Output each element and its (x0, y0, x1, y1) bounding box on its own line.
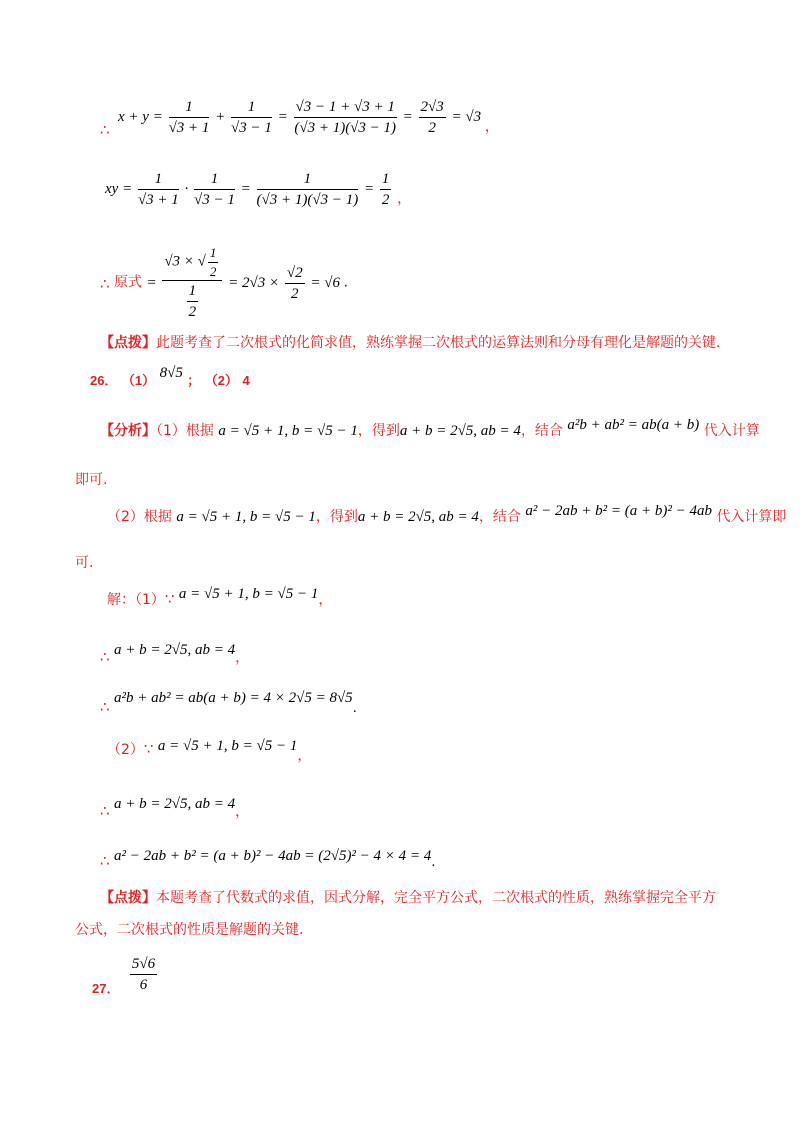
eq-x-plus-y: ∴ x + y = $\frac{1}{√3 + 1}$ + $\frac{1}{√3 - 1}$ = $\frac{√3 - 1 + √3 + 1}{(√3 + 1)(√3 - 1)}$ = $\frac{2√3}{2}$ = √3 ， (100, 99, 499, 139)
question-27-answer: 27． $\frac{5√6}{6}$ (92, 956, 156, 996)
analysis-part-2: （2）根据 a = √5 + 1, b = √5 − 1，得到a + b = 2√5, ab = 4，结合 a² − 2ab + b² = (a + b)² − 4ab 代入计算即 (107, 503, 787, 525)
solution-step-6: ∴ a² − 2ab + b² = (a + b)² − 4ab = (2√5)² − 4 × 4 = 4. (100, 848, 436, 870)
analysis-tag: 【分析】 (100, 423, 156, 439)
tip-1 (100, 335, 720, 352)
solution-step-2: ∴ a + b = 2√5, ab = 4， (100, 642, 250, 666)
answer-2: 4 (242, 373, 250, 388)
therefore-symbol: ∴ (100, 120, 110, 139)
question-26-answer: 26． （1） 8√5 ； （2） 4 (90, 365, 250, 388)
original-expression-label: 原式 (114, 274, 142, 291)
solution-step-4: （2）∵ a = √5 + 1, b = √5 − 1， (107, 738, 312, 764)
solution-label: 解：（1） (107, 592, 165, 608)
tip-tag: 【点拨】 (100, 335, 156, 351)
answer-1: 8√5 (159, 365, 183, 381)
solution-step-5: ∴ a + b = 2√5, ab = 4， (100, 796, 250, 820)
question-number: 26． (90, 373, 118, 388)
solution-step-1: 解：（1）∵ a = √5 + 1, b = √5 − 1， (107, 586, 333, 608)
analysis-part-1: 【分析】（1）根据 a = √5 + 1, b = √5 − 1，得到a + b = 2√5, ab = 4，结合 a²b + ab² = ab(a + b) 代入计算 (100, 417, 760, 439)
tip-text: 此题考查了二次根式的化简求值，熟练掌握二次根式的运算法则和分母有理化是解题的关键. (156, 335, 721, 351)
eq-original-expression: ∴ 原式 = √3 × √ $\frac{1}{2}$ $\frac{1}{2}$ = 2√3 × $\frac{√2}{2}$ = √6 . (100, 245, 348, 321)
eq-xy: xy = $\frac{1}{√3 + 1}$ · $\frac{1}{√3 - 1}$ = $\frac{1}{(√3 + 1)(√3 - 1)}$ = $\frac{1}{2}$ ， (105, 171, 412, 208)
question-number: 27． (92, 980, 120, 996)
tip-2: 【点拨】本题考查了代数式的求值，因式分解，完全平方公式，二次根式的性质，熟练掌握完全平方 (100, 890, 716, 906)
solution-step-3: ∴ a²b + ab² = ab(a + b) = 4 × 2√5 = 8√5. (100, 690, 357, 716)
